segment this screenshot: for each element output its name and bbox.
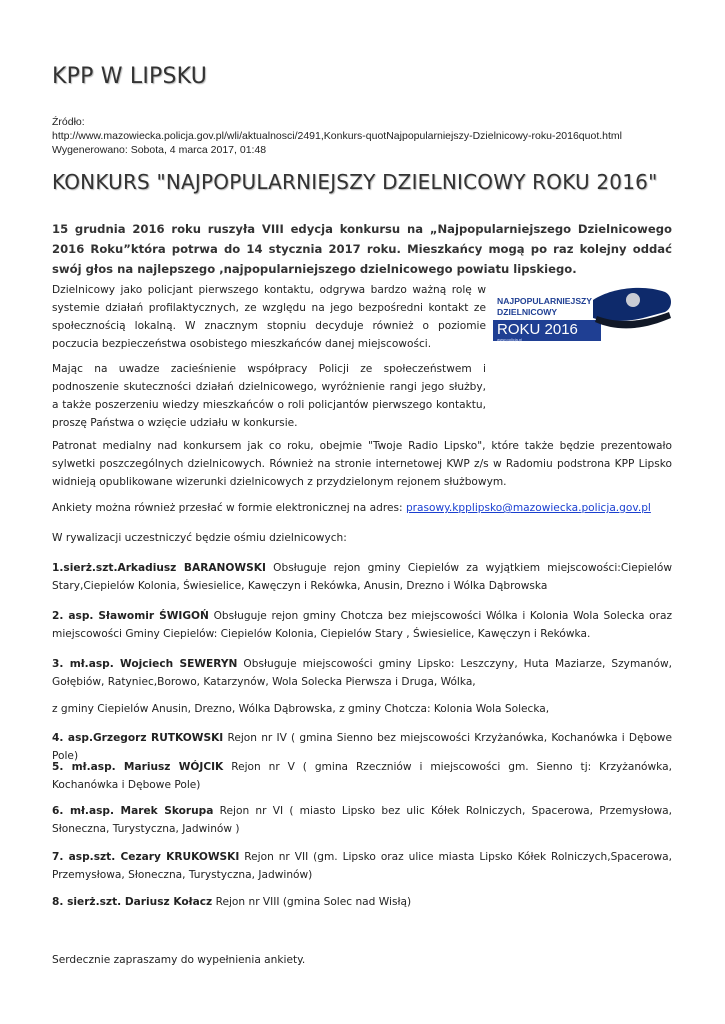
email-link[interactable]: prasowy.kpplipsko@mazowiecka.policja.gov.pl [405,502,651,514]
paragraph-3: Patronat medialny nad konkursem jak co roku, obejmie "Twoje Radio Lipsko", które także będzie prezentowało sylwetki poszczególnych dzielnicowych. Również na stronie internetowej KWP z/s w Radomiu podstrona KPP Lipsko widnieją opublikowane wizerunki dzielnicowych z przydzielonym rejonem służbowym. [52,440,672,488]
badge-line-1: NAJPOPULARNIEJSZY [497,296,593,306]
source-label: Źródło: [52,116,85,128]
candidate-desc: Rejon nr VI ( miasto Lipsko bez ulic Kółek Rolniczych, Spacerowa, Przemysłowa, Słoneczna, Turystyczna, Jadwinów ) [52,805,672,835]
candidate-3 [52,655,672,691]
candidate-name: 4. asp.Grzegorz RUTKOWSKI [52,732,224,744]
candidate-name: 2. asp. Sławomir ŚWIGOŃ [52,610,209,622]
candidate-desc: Obsługuje rejon gminy Ciepielów za wyjątkiem miejscowości:Ciepielów Stary,Ciepielów Kolonia, Świesielice, Kawęczyn i Rekówka, Anusin, Drezno i Wólka Dąbrowska [52,562,672,592]
candidate-desc: Rejon nr VII (gm. Lipsko oraz ulice miasta Lipsko Kółek Rolniczych,Spacerowa, Przemysłowa, Słoneczna, Turystyczna, Jadwinów) [52,851,672,881]
candidate-name: 7. asp.szt. Cezary KRUKOWSKI [52,851,240,863]
candidate-7 [52,848,672,884]
generated-date: Wygenerowano: Sobota, 4 marca 2017, 01:48 [52,144,267,156]
candidate-1 [52,559,672,595]
candidate-desc: Rejon nr IV ( gmina Sienno bez miejscowości Krzyżanówka, Kochanówka i Dębowe Pole) [52,732,672,762]
candidate-5 [52,758,672,794]
paragraph-4 [52,499,672,517]
article-title: KONKURS "NAJPOPULARNIEJSZY DZIELNICOWY ROKU 2016" [52,170,658,194]
contest-badge-image [493,278,673,344]
email-intro: Ankiety można również przesłać w formie elektronicznej na adres: [52,502,406,514]
candidate-desc: Obsługuje miejscowości gminy Lipsko: Leszczyny, Huta Maziarze, Szymanów, Gołębiów, Ratyniec,Borowo, Katarzynów, Wola Solecka Pierwsza i Druga, Wólka, [52,658,672,688]
candidate-8 [52,893,672,911]
paragraph-2: Mając na uwadze zacieśnienie współpracy Policji ze społeczeństwem i podnoszenie skuteczności działań dzielnicowego, wyróżnienie rangi jego służby, a także poszerzeniu wiedzy mieszkańców o roli policjantów pierwszego kontaktu, proszę Państwa o wzięcie udziału w konkursie. [52,363,486,429]
source-block [52,115,622,157]
article-lead: 15 grudnia 2016 roku ruszyła VIII edycja konkursu na „Najpopularniejszego Dzielnicowego 2016 Roku”która potrwa do 14 stycznia 2017 roku. Mieszkańcy mogą po raz kolejny oddać swój głos na najlepszego ,najpopularniejszego dzielnicowego powiatu lipskiego. [52,222,672,276]
badge-url: www.policja.pl [497,337,523,342]
site-title: KPP W LIPSKU [52,64,208,89]
paragraph-1: Dzielnicowy jako policjant pierwszego kontaktu, odgrywa bardzo ważną rolę w systemie działań profilaktycznych, ze względu na jego bezpośredni kontakt ze społecznością lokalną. W znacznym stopniu decyduje również o poziomie poczucia bezpieczeństwa osobistego mieszkańców danej miejscowości. [52,284,486,350]
closing-text: Serdecznie zapraszamy do wypełnienia ankiety. [52,954,306,966]
candidate-name: 8. sierż.szt. Dariusz Kołacz [52,896,213,908]
candidate-desc: Rejon nr VIII (gmina Solec nad Wisłą) [212,896,412,908]
paragraph-5: W rywalizacji uczestniczyć będzie ośmiu dzielnicowych: [52,532,347,544]
candidate-desc: Rejon nr V ( gmina Rzeczniów i miejscowości gm. Sienno tj: Krzyżanówka, Kochanówka i Dębowe Pole) [52,761,672,791]
candidate-name: 1.sierż.szt.Arkadiusz BARANOWSKI [52,562,266,574]
candidate-6 [52,802,672,838]
candidate-desc: Obsługuje rejon gminy Chotcza bez miejscowości Wólka i Kolonia Wola Solecka oraz miejscowości Gminy Ciepielów: Ciepielów Kolonia, Ciepielów Stary , Świesielice, Kawęczyn i Rekówka. [52,610,672,640]
badge-line-2: DZIELNICOWY [497,307,558,317]
candidate-2 [52,607,672,643]
candidate-desc: z gminy Ciepielów Anusin, Drezno, Wólka Dąbrowska, z gminy Chotcza: Kolonia Wola Solecka, [52,703,550,715]
candidate-name: 3. mł.asp. Wojciech SEWERYN [52,658,238,670]
source-url[interactable]: http://www.mazowiecka.policja.gov.pl/wli/aktualnosci/2491,Konkurs-quotNajpopularniejszy-Dzielnicowy-roku-2016quot.html [52,130,622,142]
candidate-3-cont [52,700,672,718]
candidate-name: 5. mł.asp. Mariusz WÓJCIK [52,761,224,773]
eagle-emblem-icon [626,293,640,307]
badge-line-3: ROKU 2016 [497,321,578,338]
candidate-name: 6. mł.asp. Marek Skorupa [52,805,214,817]
